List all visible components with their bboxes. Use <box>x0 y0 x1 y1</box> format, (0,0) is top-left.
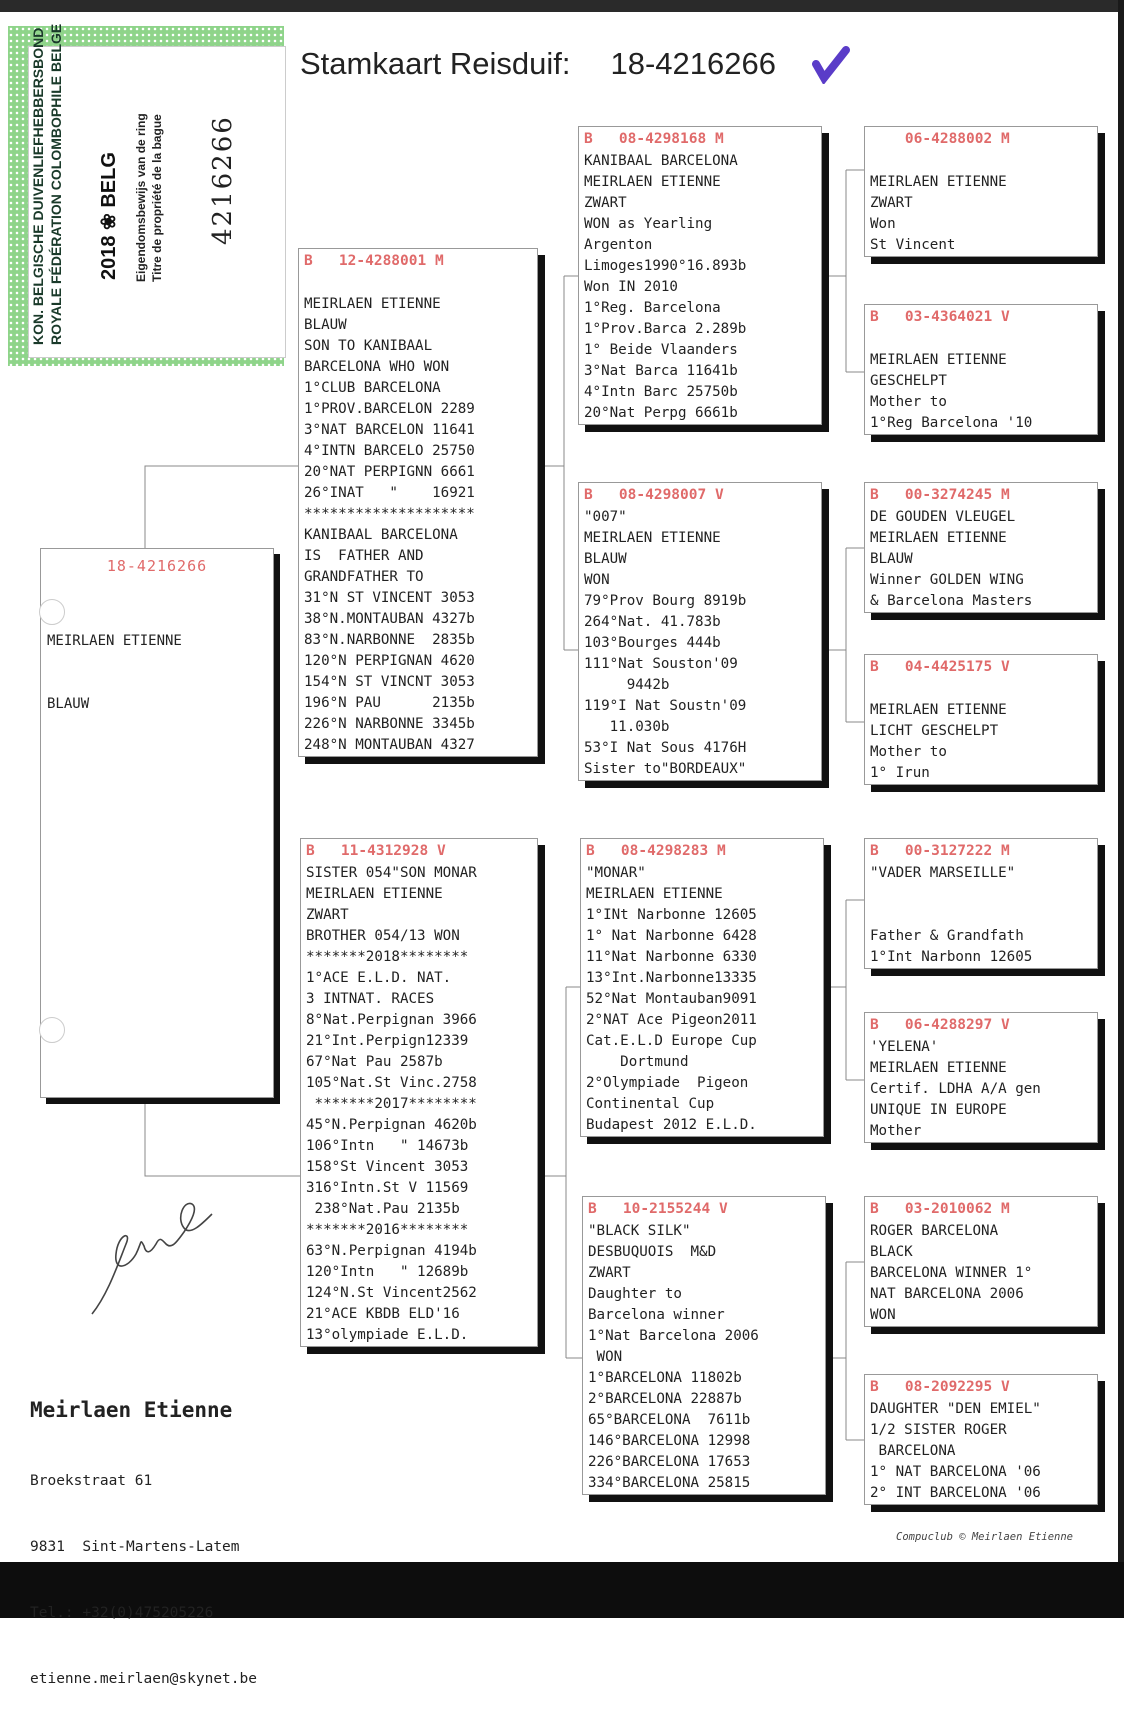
card-line: 11.030b <box>584 719 670 735</box>
card-line: MEIRLAEN ETIENNE <box>304 296 441 312</box>
punch-hole <box>39 599 65 625</box>
card-line: WON <box>870 1307 896 1323</box>
card-line: Mother to <box>870 394 947 410</box>
card-line: 1°Reg Barcelona '10 <box>870 415 1033 431</box>
card-line: 3°NAT BARCELON 11641 <box>304 422 475 438</box>
card-line: 1°Nat Barcelona 2006 <box>588 1328 759 1344</box>
owner-email: etienne.meirlaen@skynet.be <box>30 1671 257 1687</box>
card-line: IS FATHER AND <box>304 548 424 564</box>
card-line: DESBUQUOIS M&D <box>588 1244 717 1260</box>
card-line: 83°N.NARBONNE 2835b <box>304 632 475 648</box>
card-line: ******************** <box>304 506 475 522</box>
pedigree-card-sire-sire <box>578 126 822 425</box>
card-line: 79°Prov Bourg 8919b <box>584 593 747 609</box>
card-line: BLACK <box>870 1244 913 1260</box>
title-ring: 18-4216266 <box>610 46 776 81</box>
card-line: "007" <box>584 509 627 525</box>
card-ring-header: B 12-4288001 M <box>304 253 444 269</box>
card-line: 4°INTN BARCELO 25750 <box>304 443 475 459</box>
pedigree-card-sd-sire <box>864 482 1098 613</box>
card-ring-header: B 08-4298283 M <box>586 843 726 859</box>
card-line: 105°Nat.St Vinc.2758 <box>306 1075 477 1091</box>
card-line: 334°BARCELONA 25815 <box>588 1475 751 1491</box>
card-line: 52°Nat Montauban9091 <box>586 991 757 1007</box>
owner-address: Broekstraat 61 <box>30 1473 153 1489</box>
connector-subject-dam <box>145 1096 300 1176</box>
card-line: WON <box>584 572 610 588</box>
owner-city: 9831 Sint-Martens-Latem <box>30 1539 240 1555</box>
card-line: Certif. LDHA A/A gen <box>870 1081 1041 1097</box>
card-line: 1° Beide Vlaanders <box>584 342 738 358</box>
card-line: 9442b <box>584 677 670 693</box>
card-line: 53°I Nat Sous 4176H <box>584 740 747 756</box>
ring-org-fr: ROYALE FÉDÉRATION COLOMBOPHILE BELGE <box>48 23 64 345</box>
card-line: Winner GOLDEN WING <box>870 572 1024 588</box>
ring-year-country: 2018 ❀ BELG <box>98 152 120 280</box>
card-line: ROGER BARCELONA <box>870 1223 999 1239</box>
card-line: 1°CLUB BARCELONA <box>304 380 441 396</box>
card-line: 'YELENA' <box>870 1039 939 1055</box>
card-line: 316°Intn.St V 11569 <box>306 1180 469 1196</box>
card-line: 2°Olympiade Pigeon <box>586 1075 749 1091</box>
subject-card <box>40 548 274 1098</box>
card-line: Barcelona winner <box>588 1307 725 1323</box>
pedigree-card-dd-dam <box>864 1374 1098 1505</box>
card-line: 1° Irun <box>870 765 930 781</box>
card-line: SISTER 054"SON MONAR <box>306 865 477 881</box>
pedigree-card-ds-dam <box>864 1012 1098 1143</box>
card-line: *******2018******** <box>306 949 469 965</box>
card-line: 45°N.Perpignan 4620b <box>306 1117 477 1133</box>
card-line: MEIRLAEN ETIENNE <box>870 702 1007 718</box>
card-line: 3 INTNAT. RACES <box>306 991 435 1007</box>
card-line: Argenton <box>584 237 653 253</box>
card-line: BROTHER 054/13 WON <box>306 928 460 944</box>
punch-hole <box>39 1017 65 1043</box>
card-line <box>870 329 1097 350</box>
card-line: 1°PROV.BARCELON 2289 <box>304 401 475 417</box>
card-line: 65°BARCELONA 7611b <box>588 1412 751 1428</box>
card-ring-header: B 11-4312928 V <box>306 843 446 859</box>
card-line: 63°N.Perpignan 4194b <box>306 1243 477 1259</box>
card-line: 124°N.St Vincent2562 <box>306 1285 477 1301</box>
card-line: *******2017******** <box>306 1096 477 1112</box>
card-line: 120°Intn " 12689b <box>306 1264 469 1280</box>
card-line: 1/2 SISTER ROGER <box>870 1422 1007 1438</box>
card-line: MEIRLAEN ETIENNE <box>870 352 1007 368</box>
card-line: 11°Nat Narbonne 6330 <box>586 949 757 965</box>
card-ring-header: B 06-4288297 V <box>870 1017 1010 1033</box>
card-line <box>870 905 1097 926</box>
card-line: 13°Int.Narbonne13335 <box>586 970 757 986</box>
card-line <box>304 273 537 294</box>
card-line <box>870 151 1097 172</box>
card-line: MEIRLAEN ETIENNE <box>870 1060 1007 1076</box>
card-line: 158°St Vincent 3053 <box>306 1159 469 1175</box>
pedigree-card-ss-dam <box>864 304 1098 435</box>
card-line: 226°BARCELONA 17653 <box>588 1454 751 1470</box>
card-line: 8°Nat.Perpignan 3966 <box>306 1012 477 1028</box>
card-line: 13°olympiade E.L.D. <box>306 1327 469 1343</box>
card-line: ZWART <box>584 195 627 211</box>
card-line: BLAUW <box>304 317 347 333</box>
owner-name: Meirlaen Etienne <box>30 1398 233 1422</box>
card-line: Budapest 2012 E.L.D. <box>586 1117 757 1133</box>
connector-subject-sire <box>145 466 298 548</box>
card-line: 1°Prov.Barca 2.289b <box>584 321 747 337</box>
card-line: GRANDFATHER TO <box>304 569 424 585</box>
card-line: MEIRLAEN ETIENNE <box>584 530 721 546</box>
card-line: DE GOUDEN VLEUGEL <box>870 509 1016 525</box>
card-line: Continental Cup <box>586 1096 715 1112</box>
card-line: 38°N.MONTAUBAN 4327b <box>304 611 475 627</box>
card-line: 1°Int Narbonn 12605 <box>870 949 1033 965</box>
card-line: 2°BARCELONA 22887b <box>588 1391 742 1407</box>
card-line: 120°N PERPIGNAN 4620 <box>304 653 475 669</box>
card-line: Won IN 2010 <box>584 279 678 295</box>
title-label: Stamkaart Reisduif: <box>300 46 571 81</box>
card-line: BLAUW <box>584 551 627 567</box>
card-line: 119°I Nat Soustn'09 <box>584 698 747 714</box>
card-line: Father & Grandfath <box>870 928 1024 944</box>
card-line: 146°BARCELONA 12998 <box>588 1433 751 1449</box>
card-ring-header: B 03-2010062 M <box>870 1201 1010 1217</box>
card-line: 1° NAT BARCELONA '06 <box>870 1464 1041 1480</box>
card-line: Dortmund <box>586 1054 689 1070</box>
card-line: 67°Nat Pau 2587b <box>306 1054 443 1070</box>
pedigree-card-dam-dam <box>582 1196 826 1495</box>
signature <box>88 1184 218 1334</box>
ring-number: 4216266 <box>208 115 238 245</box>
card-line: BARCELONA <box>870 1443 956 1459</box>
card-line: 1°INt Narbonne 12605 <box>586 907 757 923</box>
card-line: UNIQUE IN EUROPE <box>870 1102 1007 1118</box>
card-line: 1°Reg. Barcelona <box>584 300 721 316</box>
card-line: Sister to"BORDEAUX" <box>584 761 747 777</box>
card-line: 1°ACE E.L.D. NAT. <box>306 970 452 986</box>
pedigree-card-ss-sire <box>864 126 1098 257</box>
card-line: Mother to <box>870 744 947 760</box>
card-line: BLAUW <box>870 551 913 567</box>
footer-credit: Compuclub © Meirlaen Etienne <box>896 1531 1074 1543</box>
checkmark-icon <box>812 46 852 84</box>
card-line: MEIRLAEN ETIENNE <box>584 174 721 190</box>
card-line <box>870 884 1097 905</box>
card-ring-header: B 00-3127222 M <box>870 843 1010 859</box>
card-line: 106°Intn " 14673b <box>306 1138 469 1154</box>
card-line: KANIBAAL BARCELONA <box>584 153 738 169</box>
ring-ownership-fr: Titre de propriété de la bague <box>150 114 164 282</box>
card-line: 264°Nat. 41.783b <box>584 614 721 630</box>
card-line: GESCHELPT <box>870 373 947 389</box>
card-line: 21°ACE KBDB ELD'16 <box>306 1306 460 1322</box>
card-line: MEIRLAEN ETIENNE <box>306 886 443 902</box>
card-line: KANIBAAL BARCELONA <box>304 527 458 543</box>
card-line: 154°N ST VINCNT 3053 <box>304 674 475 690</box>
card-line: DAUGHTER "DEN EMIEL" <box>870 1401 1041 1417</box>
card-line: MEIRLAEN ETIENNE <box>586 886 723 902</box>
card-line: *******2016******** <box>306 1222 469 1238</box>
ring-ownership-nl: Eigendomsbewijs van de ring <box>134 113 148 282</box>
page-title <box>300 46 776 82</box>
card-line: MEIRLAEN ETIENNE <box>870 174 1007 190</box>
card-line: WON as Yearling <box>584 216 713 232</box>
card-line: "VADER MARSEILLE" <box>870 865 1016 881</box>
subject-line: BLAUW <box>47 696 90 712</box>
card-line: Won <box>870 216 896 232</box>
pedigree-card-dam-sire <box>580 838 824 1137</box>
card-line: 31°N ST VINCENT 3053 <box>304 590 475 606</box>
card-line <box>870 679 1097 700</box>
subject-ring: 18-4216266 <box>106 557 208 575</box>
card-line: 226°N NARBONNE 3345b <box>304 716 475 732</box>
card-line: Daughter to <box>588 1286 682 1302</box>
card-line: 21°Int.Perpign12339 <box>306 1033 469 1049</box>
card-line: 238°Nat.Pau 2135b <box>306 1201 460 1217</box>
card-line: "MONAR" <box>586 865 646 881</box>
card-ring-header: B 08-2092295 V <box>870 1379 1010 1395</box>
card-line: BARCELONA WINNER 1° <box>870 1265 1033 1281</box>
pedigree-card-sd-dam <box>864 654 1098 785</box>
card-line: 103°Bourges 444b <box>584 635 721 651</box>
owner-block <box>30 1398 257 1734</box>
card-line: 196°N PAU 2135b <box>304 695 475 711</box>
card-ring-header: B 08-4298007 V <box>584 487 724 503</box>
card-line: 3°Nat Barca 11641b <box>584 363 738 379</box>
card-line: ZWART <box>306 907 349 923</box>
card-line: Mother <box>870 1123 922 1139</box>
card-line: LICHT GESCHELPT <box>870 723 999 739</box>
card-line: & Barcelona Masters <box>870 593 1033 609</box>
card-ring-header: B 00-3274245 M <box>870 487 1010 503</box>
owner-phone: Tel.: +32(0)475205226 <box>30 1605 214 1621</box>
pedigree-card-sire <box>298 248 538 757</box>
card-line: ZWART <box>588 1265 631 1281</box>
card-ring-header: B 03-4364021 V <box>870 309 1010 325</box>
card-line: ZWART <box>870 195 913 211</box>
card-line: 2°NAT Ace Pigeon2011 <box>586 1012 757 1028</box>
card-ring-header: B 08-4298168 M <box>584 131 724 147</box>
subject-line: MEIRLAEN ETIENNE <box>47 633 182 649</box>
card-line: Cat.E.L.D Europe Cup <box>586 1033 757 1049</box>
card-ring-header: B 04-4425175 V <box>870 659 1010 675</box>
card-ring-header: B 10-2155244 V <box>588 1201 728 1217</box>
card-line: 20°Nat Perpg 6661b <box>584 405 738 421</box>
card-line: 20°NAT PERPIGNN 6661 <box>304 464 475 480</box>
card-line: 111°Nat Souston'09 <box>584 656 738 672</box>
card-line: MEIRLAEN ETIENNE <box>870 530 1007 546</box>
card-line: St Vincent <box>870 237 956 253</box>
card-line: 1° Nat Narbonne 6428 <box>586 928 757 944</box>
card-line: 26°INAT " 16921 <box>304 485 475 501</box>
pedigree-card-dd-sire <box>864 1196 1098 1327</box>
pedigree-card-dam <box>300 838 538 1347</box>
pedigree-card-sire-dam <box>578 482 822 781</box>
card-line: 4°Intn Barc 25750b <box>584 384 738 400</box>
card-line: Limoges1990°16.893b <box>584 258 747 274</box>
card-line: 1°BARCELONA 11802b <box>588 1370 742 1386</box>
ring-org-nl: KON. BELGISCHE DUIVENLIEFHEBBERSBOND <box>30 27 46 345</box>
card-line: SON TO KANIBAAL <box>304 338 433 354</box>
card-line: "BLACK SILK" <box>588 1223 691 1239</box>
card-line: WON <box>588 1349 623 1365</box>
card-ring-header: 06-4288002 M <box>870 131 1010 147</box>
card-line: NAT BARCELONA 2006 <box>870 1286 1024 1302</box>
card-line: 248°N MONTAUBAN 4327 <box>304 737 475 753</box>
card-line: BARCELONA WHO WON <box>304 359 450 375</box>
card-line: 2° INT BARCELONA '06 <box>870 1485 1041 1501</box>
pedigree-card-ds-sire <box>864 838 1098 969</box>
